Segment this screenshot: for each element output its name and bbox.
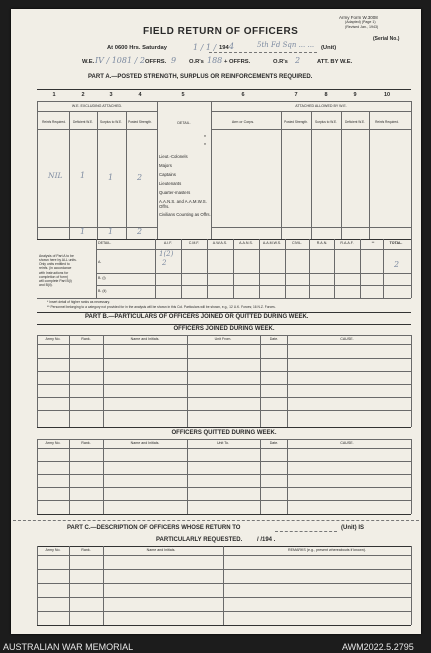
part-b-title: PART B.—PARTICULARS OF OFFICERS JOINED OR QUITTED DURING WEEK. <box>85 314 309 320</box>
att-label: ATT. BY W.E. <box>317 59 353 65</box>
part-c-unit-is: (Unit) IS <box>341 525 364 531</box>
part-c-title: PART C.—DESCRIPTION OF OFFICERS WHOSE RETURN TO <box>67 525 241 531</box>
ors2-label: O.R's <box>273 59 288 65</box>
unit-label: (Unit) <box>321 45 337 51</box>
quitted-title: OFFICERS QUITTED DURING WEEK. <box>171 430 277 436</box>
footer-accession: AWM2022.5.2795 <box>342 642 414 652</box>
army-form-number: Army Form W.3008 <box>339 15 378 20</box>
offrs-handwritten: 9 <box>171 56 177 65</box>
army-form-adapted: (Adapted) (Page 1) <box>345 20 376 24</box>
form-title: FIELD RETURN OF OFFICERS <box>143 26 299 37</box>
at-hours-label: At 0600 Hrs. Saturday <box>107 45 167 51</box>
footer-source: AUSTRALIAN WAR MEMORIAL <box>3 642 134 652</box>
part-c-requested: PARTICULARLY REQUESTED. <box>156 537 243 543</box>
date-handwritten: 1 / 1 / <box>193 43 217 52</box>
rank-quartermasters: Quarter-masters <box>159 190 191 195</box>
we-handwritten: IV / 1081 / 2 <box>95 56 145 65</box>
year-label: 194 <box>219 45 229 51</box>
part-a-title: PART A.—POSTED STRENGTH, SURPLUS OR REINFORCEMENTS REQUIRED. <box>88 74 313 80</box>
nil-handwritten: NIL <box>48 171 63 180</box>
army-form-revised: (Revised Jan., 1943) <box>345 25 379 29</box>
rank-civilians: Civilians Counting as Offrs. <box>159 212 211 217</box>
rank-lieutenants: Lieutenants <box>159 181 182 186</box>
rank-aans: A.A.N.S. and A.A.M.W.S. Offrs. <box>159 199 207 209</box>
joined-title: OFFICERS JOINED DURING WEEK. <box>173 326 275 332</box>
offrs-label: OFFRS. <box>145 59 167 65</box>
analysis-note: Analysis of Part A to be shown here by ALL units. Only units entitled to reinfs. (in accordance with Instructions for completion of form) will complete Part B(i) and B(ii). <box>39 254 77 287</box>
form-page: Army Form W.3008 (Adapted) (Page 1) (Revised Jan., 1943) FIELD RETURN OF OFFICERS At 0600 Hrs. Saturday 1 / 1 / 194 4 5th Fd Sqn ... ... (Unit) (Serial No.) W.E. IV / 1081 / 2 OFFRS. 9 O.R's 188 + OFFRS. O.R's 2 ATT. BY W.E. PART A.—POSTED STRENGTH, SURPLUS OR REINFORCEMENTS REQUIRED. 1 2 3 4 5 6 7 8 9 10 W.E. EXCLUDING ATTACHED. ATTACHED ALLOWED BY W.E. DETAIL. Reinfs Required. Deficient W.E. Surplus to W.E. Posted Strength. Arm or Corps. Posted Strength. Surplus to W.E. Deficient W.E. Reinfs Required. * * Lieut.-Colonels Majors Captains Lieutenants Quarter-masters A.A.N.S. and A.A.M.W.S. Offrs. Civilians Counting as Offrs. NIL 1 1 2 1 1 2 Analysis of Part A to be shown here by ALL units. Only units entitled to reinfs. (in accordance with Instructions for completion of form) will complete Part B(i) and B(ii). DETAIL. A.I.F. C.M.F. A.W.A.S. A.A.N.S. A.A.M.W.S. CIVIL. R.A.N. R.A.A.F. ** TOTAL. A. B. (i) B. (ii) 1(2) 2 2 * Insert detail of higher ranks as necessary. ** Personnel belonging to a category not provided for in the analysis will be shown in this Col. Particulars will be shown, e.g., 12 U.K. Forces; 16 N.Z. Forces. PART B.—PARTICULARS OF OFFICERS JOINED OR QUITTED DURING WEEK. OFFICERS JOINED DURING WEEK. Army No. Rank. Name and Initials. Unit From. Date. CAUSE. OFFICERS QUITTED DURING WEEK. Army No. Rank. Name and Initials. Unit To. Date. CAUSE. PART C.—DESCRIPTION OF OFFICERS WHOSE RETURN TO (Unit) IS PARTICULARLY REQUESTED. / /194 . Army No. Rank. Name and Initials. REMARKS (e.g., present whereabouts if known). <box>11 9 421 634</box>
plus-offrs-label: + OFFRS. <box>224 59 251 65</box>
footnote-2: ** Personnel belonging to a category not provided for in the analysis will be shown in this Col. Particulars will be shown, e.g., 12 U.K. Forces; 16 N.Z. Forces. <box>47 305 276 309</box>
we-label: W.E. <box>82 59 95 65</box>
unit-handwritten: 5th Fd Sqn ... ... <box>257 41 315 49</box>
serial-label: (Serial No.) <box>373 36 400 42</box>
ors2-handwritten: 2 <box>295 56 301 65</box>
year-handwritten: 4 <box>229 42 235 51</box>
part-c-date: / /194 . <box>257 537 276 543</box>
ors-handwritten: 188 <box>207 56 223 65</box>
ors-label: O.R's <box>189 59 204 65</box>
rank-captains: Captains <box>159 172 176 177</box>
rank-majors: Majors <box>159 163 172 168</box>
rank-lieut-colonels: Lieut.-Colonels <box>159 154 188 159</box>
footer-bar <box>0 640 431 653</box>
footnote-1: * Insert detail of higher ranks as necessary. <box>47 300 110 304</box>
